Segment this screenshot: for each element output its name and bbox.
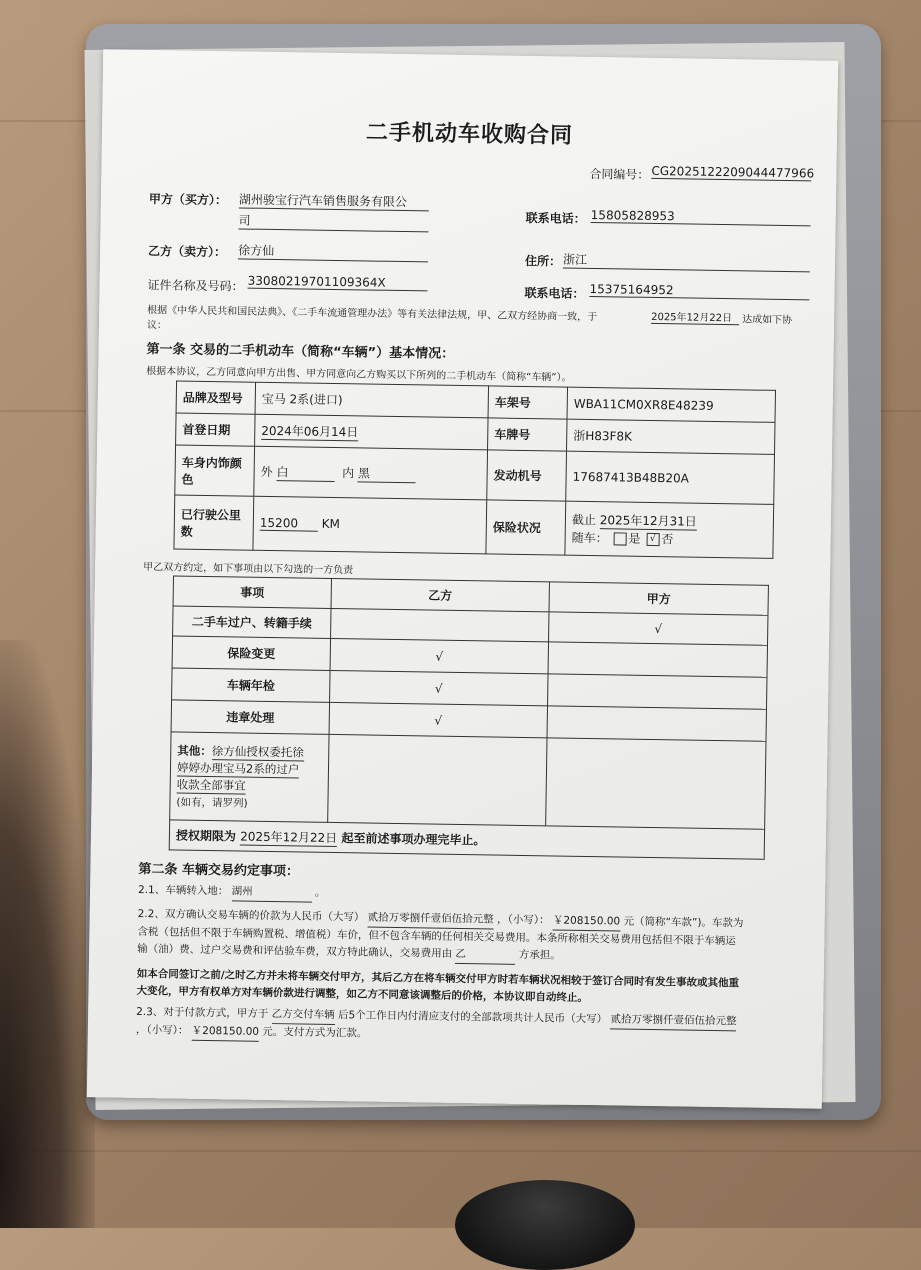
table-row [170, 732, 766, 829]
contract-no-value: CG2025122209044477966 [651, 163, 815, 181]
clause-2-2 [137, 906, 778, 969]
wood-grain [0, 1150, 921, 1152]
bold-note-2: 大变化，甲方有权单方对车辆价款进行调整，如乙方不同意该调整后的价格，本协议即自动终止。 [136, 984, 589, 1005]
bold-note-1: 如本合同签订之前/之时乙方并未将车辆交付甲方，其后乙方在将车辆交付甲方时若车辆状况相较于签订合同时有发生事故或其他重 [136, 967, 740, 990]
color-label-1: 车身内饰颜 [181, 455, 242, 471]
reg-date-label: 首登日期 [176, 413, 255, 446]
auth-date: 2025年12月22日 [240, 829, 338, 845]
brand-label: 品牌及型号 [176, 381, 255, 414]
int-prefix: 内 [342, 465, 355, 480]
vin-value: WBA11CM0XR8E48239 [567, 387, 775, 422]
auth-tail: 起至前述事项办理完毕止。 [341, 830, 486, 847]
party-b-phone-label: 联系电话： [524, 285, 585, 301]
other-line-2: 婷婷办理宝马2系的过户 [176, 760, 300, 776]
article1-intro: 根据本协议，乙方同意向甲方出售、甲方同意向乙方购买以下所列的二手机动车（简称“车辆”）。 [146, 366, 572, 384]
clause-2-1-tail: 。 [314, 886, 326, 899]
article1-heading: 第一条 交易的二手机动车（简称“车辆”）基本情况： [146, 342, 455, 362]
clause-bold-note [136, 966, 776, 1010]
party-b-label: 乙方（卖方）： [148, 244, 227, 260]
party-b-name: 徐方仙 [238, 241, 428, 262]
responsibility-table [169, 575, 769, 859]
clause-2-1-label: 2.1、车辆转入地： [137, 883, 229, 898]
mileage-label-1: 已行驶公里 [180, 507, 242, 523]
basis-text-3: 议： [146, 320, 168, 332]
clause-2-3-a: 2.3、对于付款方式，甲方于 [136, 1005, 269, 1021]
basis-text-1: 根据《中华人民共和国民法典》、《二手车流通管理办法》等有关法律法规，甲、乙双方经协商一致，于 [147, 305, 598, 324]
clause-2-3 [136, 1004, 776, 1050]
clause-2-3-c: ，（小写）： [135, 1023, 189, 1037]
brand-value: 宝马 2系(进口) [255, 382, 488, 418]
plate-label: 车牌号 [488, 418, 567, 451]
clause-2-3-cond: 乙方交付车辆 [272, 1006, 335, 1025]
clause-2-1-value: 湖州 [231, 883, 311, 902]
checkbox-no[interactable]: √ [646, 533, 659, 546]
resp-check-b[interactable]: √ [330, 638, 548, 673]
clause-2-2-line3a: 输（油）费、过户交易费和评估验车费，双方特此确认，交易费用由 [137, 942, 453, 960]
clause-2-2-party: 乙 [455, 946, 515, 965]
other-note: (如有，请罗列) [176, 796, 248, 810]
reg-date-value: 2024年06月14日 [261, 423, 359, 439]
ext-color: 白 [276, 463, 334, 482]
int-color: 黑 [358, 464, 416, 483]
ins-until-prefix: 截止 [571, 512, 597, 528]
party-b-address: 浙江 [563, 251, 810, 273]
resp-check-a[interactable] [546, 738, 766, 829]
basis-date: 2025年12月22日 [651, 308, 739, 325]
resp-item: 保险变更 [172, 636, 330, 670]
resp-header-item: 事项 [173, 576, 331, 608]
agreement-note: 甲乙双方约定，如下事项由以下勾选的一方负责 [143, 561, 354, 577]
party-b-id: 33080219701109364X [248, 274, 428, 292]
yes-label: 是 [628, 531, 641, 546]
engine-value: 17687413B48B20A [566, 451, 775, 504]
no-label: 否 [661, 532, 674, 547]
clause-2-1 [138, 882, 778, 910]
party-b-phone: 15375164952 [589, 282, 809, 300]
party-b-id-label: 证件名称及号码： [147, 278, 244, 294]
party-b-address-label: 住所： [524, 253, 562, 269]
party-a-name-2: 司 [238, 211, 428, 232]
engine-label: 发动机号 [487, 450, 567, 501]
clause-2-2-line3b: 方承担。 [518, 948, 561, 962]
mileage-label-2: 数 [180, 524, 193, 539]
party-a-name-1: 湖州骏宝行汽车销售服务有限公 [239, 190, 429, 211]
clause-2-3-b: 后5个工作日内付清应支付的全部款项共计人民币（大写） [337, 1009, 608, 1026]
clause-2-2-amount-cn: 贰拾万零捌仟壹佰伍拾元整 [368, 910, 494, 930]
auth-label: 授权期限为 [175, 828, 237, 843]
contract-no-label: 合同编号： [589, 166, 650, 182]
clause-2-3-amount-cn: 贰拾万零捌仟壹佰伍拾元整 [610, 1011, 736, 1031]
resp-check-b[interactable] [331, 608, 549, 641]
clause-2-2-a: 2.2、双方确认交易车辆的价款为人民币（大写） [137, 907, 365, 924]
other-label: 其他： [177, 743, 212, 758]
other-line-3: 收款全部事宜 [176, 777, 246, 793]
ext-prefix: 外 [260, 464, 273, 479]
resp-check-a[interactable] [548, 642, 767, 677]
clause-2-3-amount: ￥208150.00 [192, 1023, 260, 1042]
clause-2-2-c: 元（简称“车款”)。车款为 [623, 915, 744, 930]
party-a-phone: 15805828953 [591, 208, 811, 226]
resp-check-a[interactable]: √ [549, 612, 768, 645]
clause-2-2-line2: 含税（包括但不限于车辆购置税、增值税）车价，但不包含车辆的任何相关交易费用。本条所称相关交易费用包括但不限于车辆运 [137, 925, 736, 948]
resp-item: 违章处理 [171, 700, 329, 734]
resp-check-b[interactable] [328, 734, 547, 825]
resp-check-b[interactable]: √ [329, 702, 547, 737]
resp-check-a[interactable] [548, 674, 767, 709]
resp-item: 二手车过户、转籍手续 [173, 606, 331, 638]
color-label-2: 色 [181, 472, 194, 487]
ins-until-date: 2025年12月31日 [599, 513, 697, 529]
party-a-phone-label: 联系电话： [525, 210, 586, 226]
insurance-label: 保险状况 [486, 500, 566, 555]
vehicle-table [173, 380, 776, 558]
clause-2-3-d: 元。支付方式为汇款。 [262, 1025, 368, 1040]
shadow-corner [0, 640, 95, 1228]
mouse-shape [455, 1180, 635, 1270]
article2-heading: 第二条 车辆交易约定事项： [138, 861, 300, 880]
plate-value: 浙H83F8K [567, 419, 775, 454]
clause-2-2-amount: ￥208150.00 [553, 912, 621, 931]
basis-text-2: 达成如下协 [742, 314, 793, 327]
resp-item: 车辆年检 [172, 668, 330, 702]
with-car-label: 随车： [571, 530, 608, 546]
resp-header-party-a: 甲方 [549, 582, 768, 615]
other-line-1: 徐方仙授权委托徐 [211, 743, 304, 760]
checkbox-yes[interactable] [613, 532, 626, 545]
mileage-unit: KM [321, 516, 341, 532]
vin-label: 车架号 [488, 386, 567, 419]
contract-document [87, 49, 838, 1108]
contract-title: 二手机动车收购合同 [365, 120, 574, 149]
resp-check-b[interactable]: √ [330, 670, 548, 705]
resp-header-party-b: 乙方 [331, 578, 549, 611]
resp-check-a[interactable] [547, 706, 766, 741]
clause-2-2-b: ，（小写）： [496, 913, 550, 927]
party-a-label: 甲方（买方）： [148, 192, 228, 208]
mileage-value: 15200 [260, 516, 318, 532]
